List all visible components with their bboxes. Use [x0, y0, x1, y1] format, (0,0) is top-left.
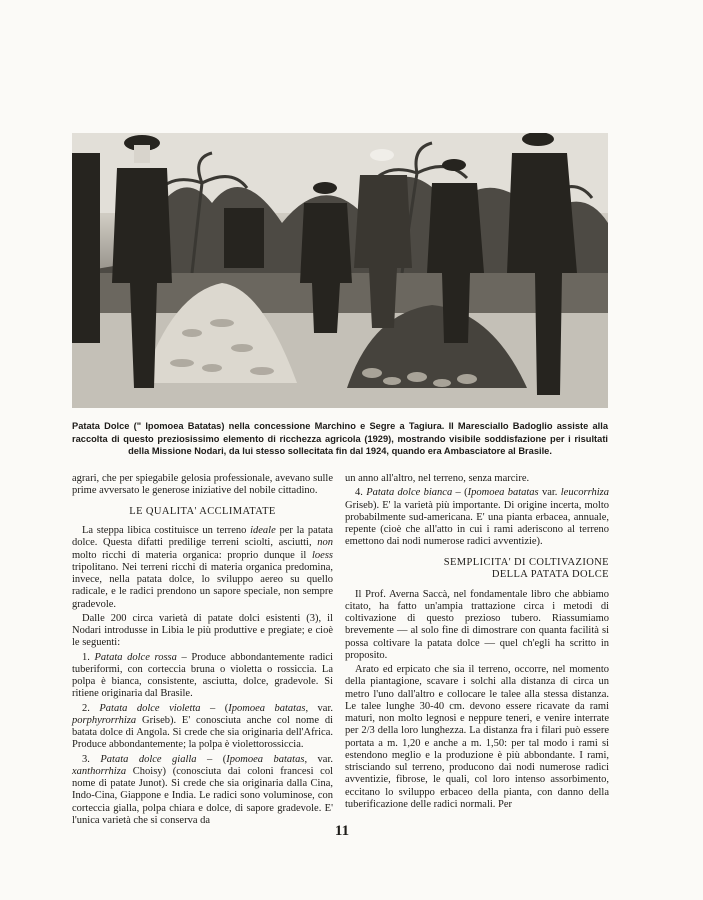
right-column: [345, 473, 609, 813]
variety-item: 3. Patata dolce gialla – (Ipomoea batatas, var. xanthorrhiza Choisy) (conosciuta dai coloni francesi col nome di patate Junot). Si crede che sia originaria dalla Cina, Indo-Cina, Giappone e India. Le radici sono voluminose, con corteccia gialla, polpa chiara e dolce, di sapore gradevole. E' l'unica varietà che si conserva da: [72, 753, 333, 826]
photo-caption: Patata Dolce (" Ipomoea Batatas) nella concessione Marchino e Segre a Tagiura. Il Maresciallo Badoglio assiste alla raccolta di questo preziosissimo elemento di ricchezza agricola (1929), mostrando visibile soddisfazione per i risultati della Missione Nodari, da lui stesso sollecitata fin dal 1924, quando era Ambasciatore al Brasile.: [72, 421, 608, 457]
left-column: [72, 473, 333, 829]
section-heading-coltivazione: SEMPLICITA' DI COLTIVAZIONE DELLA PATATA DOLCE: [443, 556, 609, 580]
paragraph-varieta: Dalle 200 circa varietà di patate dolci esistenti (3), il Nodari introdusse in Libia le più produttive e pregiate; e cioè le seguenti:: [72, 612, 333, 649]
section-heading-qualita: LE QUALITA' ACCLIMATATE: [129, 505, 276, 517]
paragraph-steppa: La steppa libica costituisce un terreno ideale per la patata dolce. Questa difatti predilige terreni sciolti, asciutti, non molto ricchi di materia organica: proprio dunque il loess tripolitano. Nei terreni ricchi di materia organica predomina, invece, nella patata dolce, lo sviluppo aereo su quello radicale, e le radici prendono un sapore speciale, non sempre gradevole.: [72, 525, 333, 610]
variety-item: 2. Patata dolce violetta – (Ipomoea batatas, var. porphyrorrhiza Griseb). E' conosciuta anche col nome di batata dolce di Angola. Si crede che sia originaria dell'Africa. Produce abbondantemente; la polpa è violettorossiccia.: [72, 702, 333, 751]
paragraph-arato: Arato ed erpicato che sia il terreno, occorre, nel momento della piantagione, scavare i solchi alla distanza di circa un metro l'uno dall'altro e collocare le talee alla stessa distanza. Le talee lunghe 30-40 cm. devono essere ricavate da rami maturi, non molto legnosi e neppure teneri, e venire interrate per 2/3 della loro lunghezza. La distanza fra i filari può essere portata a m. 1,20 e anche a m. 1,50: per tal modo i rami si estendono meglio e la produzione è più abbondante. I rami, strisciando sul terreno, producono dai nodi numerose radici avventizie, fibrose, le quali, col loro intenso assorbimento, eccitano lo sviluppo erbaceo della pianta, con danno della tuberificazione delle radici normali. Per: [345, 664, 609, 810]
variety-item: 1. Patata dolce rossa – Produce abbondantemente radici tuberiformi, con corteccia bruna o violetta o rossiccia. La polpa è bianca, consistente, asciutta, dolce, gradevole. Si ritiene originaria dal Brasile.: [72, 651, 334, 700]
photograph: [72, 133, 608, 408]
page-number: 11: [334, 823, 350, 839]
paragraph-continuation: un anno all'altro, nel terreno, senza marcire.: [345, 473, 530, 484]
paragraph-averna: Il Prof. Averna Saccà, nel fondamentale libro che abbiamo citato, ha fatto un'ampia trattazione circa i metodi di coltivazione di questo prezioso tubero. Riassumiamo brevemente — al solo fine di dimostrare con quanta facilità si possa coltivare la patata dolce — quel ch'egli ha scritto in proposito.: [345, 588, 609, 661]
paragraph-intro: agrari, che per spiegabile gelosia professionale, avevano sulle prime avversato le generose iniziative del nobile cittadino.: [72, 473, 333, 497]
photo-illustration: [72, 133, 608, 408]
variety-item: 4. Patata dolce bianca – (Ipomoea batatas var. leucorrhiza Griseb). E' la varietà più importante. Di origine incerta, molto probabilmente sud-americana. E' una pianta erbacea, annuale, repente (cioè che all'atto in cui i rami aderiscono al terreno emettono dai nodi numerose radici avventizie).: [345, 487, 609, 548]
